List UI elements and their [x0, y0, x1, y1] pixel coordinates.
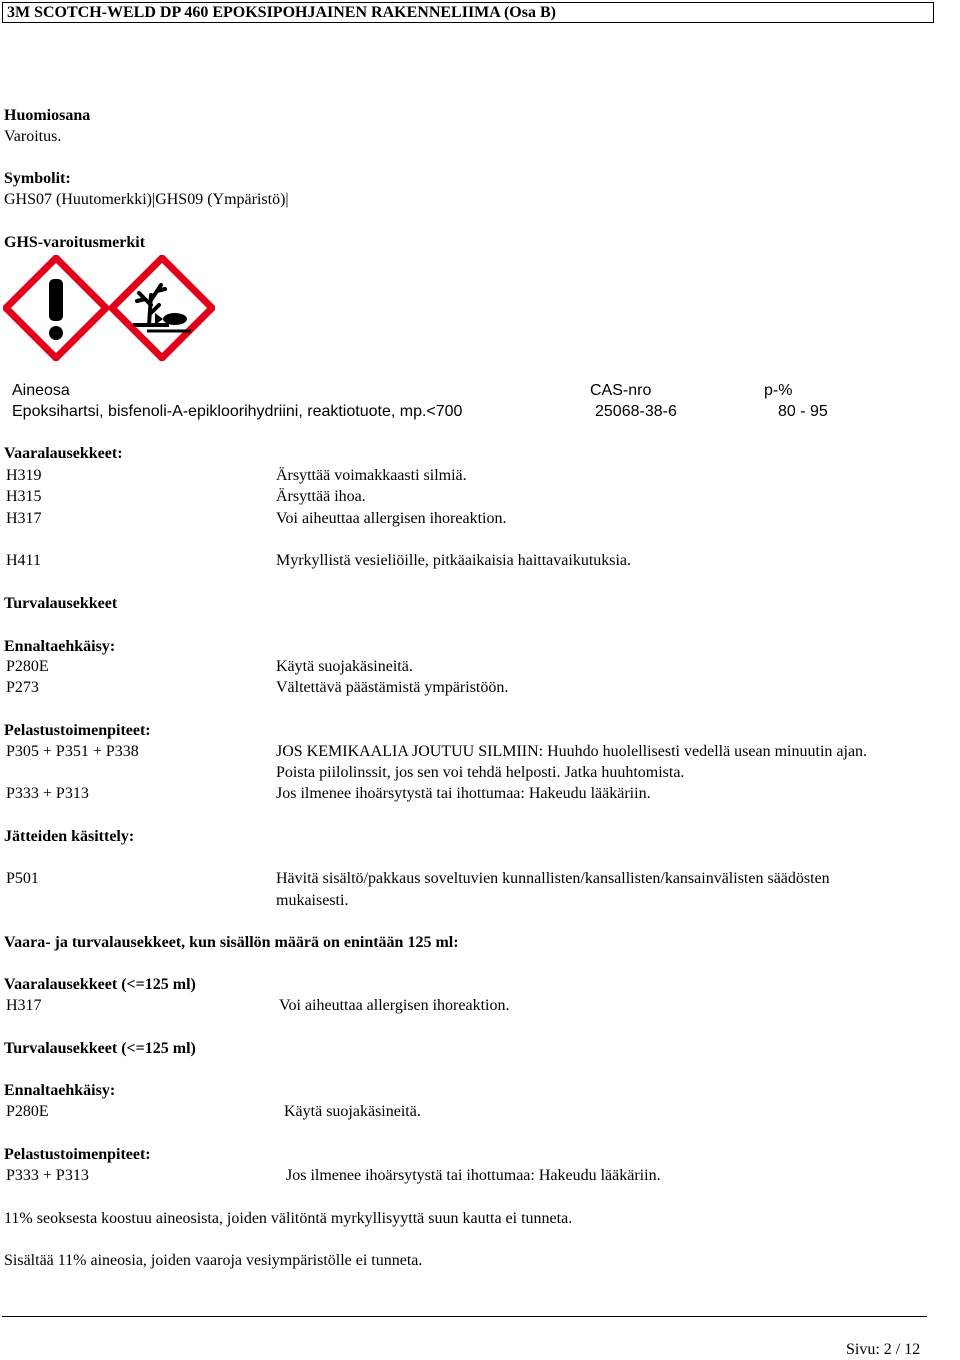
prevention-heading: Ennaltaehkäisy:	[4, 638, 116, 655]
ingredient-cas: 25068-38-6	[595, 403, 677, 420]
response-heading: Pelastustoimenpiteet:	[4, 722, 151, 739]
response-code: P333 + P313	[6, 785, 89, 802]
note-text: 11% seoksesta koostuu aineosista, joiden välitöntä myrkyllisyyttä suun kautta ei tunneta.	[4, 1210, 573, 1227]
prevention-text: Käytä suojakäsineitä.	[276, 658, 413, 675]
ingredients-header-percent: p-%	[764, 382, 793, 399]
response-text: Poista piilolinssit, jos sen voi tehdä helposti. Jatka huuhtomista.	[276, 764, 685, 781]
response-text: Jos ilmenee ihoärsytystä tai ihottumaa: Hakeudu lääkäriin.	[276, 785, 651, 802]
hazard-code: H319	[6, 467, 42, 484]
signal-word-value: Varoitus.	[4, 128, 62, 145]
prevention-code: P273	[6, 679, 39, 696]
small-prevention-code: P280E	[6, 1103, 49, 1120]
symbols-value: GHS07 (Huutomerkki)|GHS09 (Ympäristö)|	[4, 191, 289, 208]
note-text: Sisältää 11% aineosia, joiden vaaroja vesiympäristölle ei tunneta.	[4, 1252, 423, 1269]
ingredient-name: Epoksihartsi, bisfenoli-A-epikloorihydriini, reaktiotuote, mp.<700	[12, 403, 463, 420]
small-response-code: P333 + P313	[6, 1167, 89, 1184]
ingredients-header-cas: CAS-nro	[590, 382, 652, 399]
response-text: JOS KEMIKAALIA JOUTUU SILMIIN: Huuhdo huolellisesti vedellä usean minuutin ajan.	[276, 743, 868, 760]
ingredient-percent: 80 - 95	[778, 403, 828, 420]
prevention-text: Vältettävä päästämistä ympäristöön.	[276, 679, 509, 696]
small-hazard-code: H317	[6, 997, 42, 1014]
environment-dead-tree-fish-icon	[109, 255, 215, 361]
disposal-code: P501	[6, 870, 39, 887]
response-code: P305 + P351 + P338	[6, 743, 139, 760]
disposal-heading: Jätteiden käsittely:	[4, 828, 135, 845]
ghs-heading: GHS-varoitusmerkit	[4, 234, 146, 251]
hazard-heading: Vaaralausekkeet:	[4, 445, 123, 462]
page-number: Sivu: 2 / 12	[846, 1341, 921, 1358]
hazard-code: H315	[6, 488, 42, 505]
small-response-text: Jos ilmenee ihoärsytystä tai ihottumaa: Hakeudu lääkäriin.	[286, 1167, 661, 1184]
signal-word-heading: Huomiosana	[4, 107, 91, 124]
precautionary-heading: Turvalausekkeet	[4, 595, 118, 612]
footer-divider	[2, 1316, 927, 1317]
hazard-text: Ärsyttää ihoa.	[276, 488, 366, 505]
hazard-text: Myrkyllistä vesieliöille, pitkäaikaisia haittavaikutuksia.	[276, 552, 632, 569]
exclamation-mark-icon	[3, 255, 109, 361]
disposal-text: Hävitä sisältö/pakkaus soveltuvien kunnallisten/kansallisten/kansainvälisten säädösten	[276, 870, 830, 887]
ingredients-header-name: Aineosa	[12, 382, 70, 399]
hazard-text: Ärsyttää voimakkaasti silmiä.	[276, 467, 467, 484]
symbols-heading: Symbolit:	[4, 170, 71, 187]
hazard-code: H411	[6, 552, 41, 569]
prevention-code: P280E	[6, 658, 49, 675]
hazard-text: Voi aiheuttaa allergisen ihoreaktion.	[276, 510, 507, 527]
small-hazard-heading: Vaaralausekkeet (<=125 ml)	[4, 976, 196, 993]
small-container-heading: Vaara- ja turvalausekkeet, kun sisällön määrä on enintään 125 ml:	[4, 934, 459, 951]
small-prevention-heading: Ennaltaehkäisy:	[4, 1082, 116, 1099]
document-header	[2, 2, 934, 23]
small-precaution-heading: Turvalausekkeet (<=125 ml)	[4, 1040, 196, 1057]
small-hazard-text: Voi aiheuttaa allergisen ihoreaktion.	[279, 997, 510, 1014]
hazard-code: H317	[6, 510, 42, 527]
small-prevention-text: Käytä suojakäsineitä.	[284, 1103, 421, 1120]
disposal-text: mukaisesti.	[276, 892, 349, 909]
small-response-heading: Pelastustoimenpiteet:	[4, 1146, 151, 1163]
document-title: 3M SCOTCH-WELD DP 460 EPOKSIPOHJAINEN RAKENNELIIMA (Osa B)	[7, 4, 556, 21]
